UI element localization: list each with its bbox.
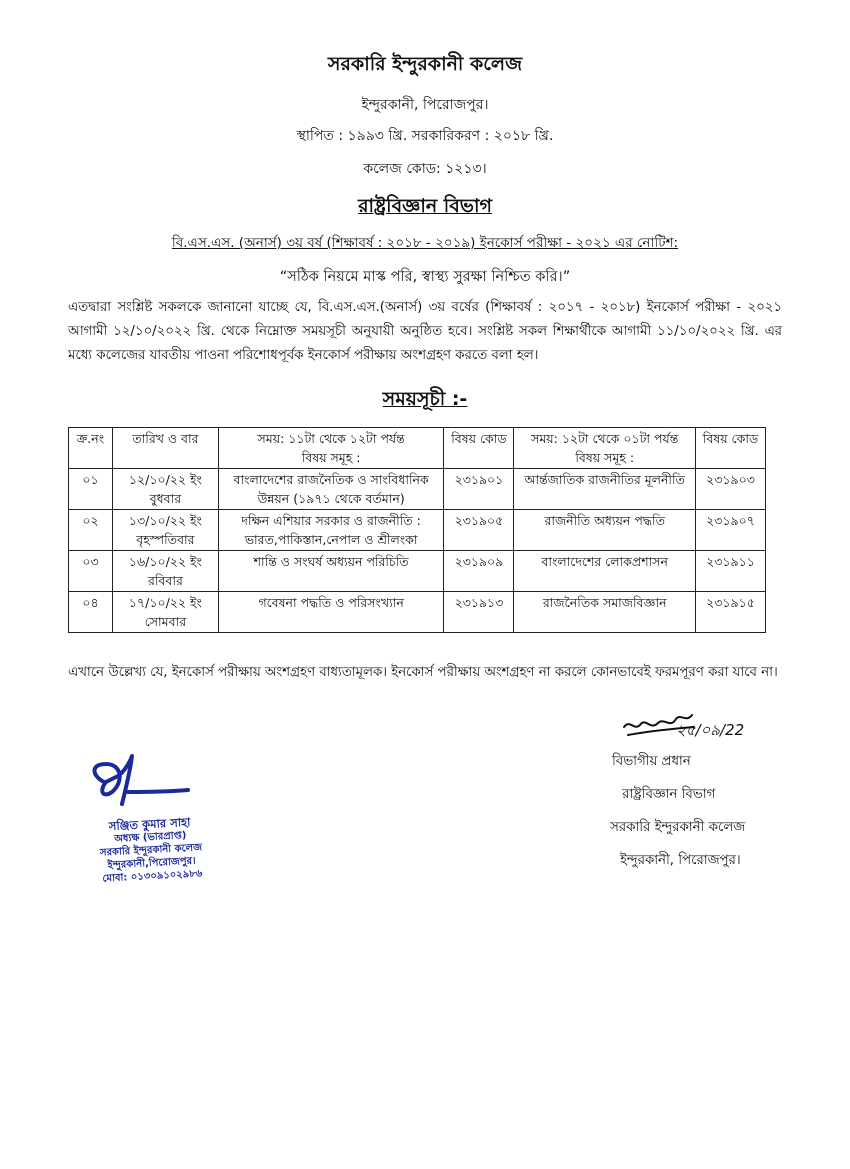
- notice-paragraph: এতদ্বারা সংশ্লিষ্ট সকলকে জানানো যাচ্ছে যে, বি.এস.এস.(অনার্স) ৩য় বর্ষের (শিক্ষাবর্ষ : ২০১৭ - ২০১৮) ইনকোর্স পরীক্ষা - ২০২১ আগামী ১২/১০/২০২২ খ্রি. থেকে নিম্নোক্ত সময়সূচী অনুযায়ী অনুষ্ঠিত হবে। সংশ্লিষ্ট সকল শিক্ষার্থীকে আগামী ১১/১০/২০২২ খ্রি. এর মধ্যে কলেজের যাবতীয় পাওনা পরিশোধপূর্বক ইনকোর্স পরীক্ষায় অংশগ্রহণ করতে বলা হল।: [68, 300, 782, 363]
- head-designation: বিভাগীয় প্রধান: [612, 754, 691, 769]
- cell-subject1: গবেষনা পদ্ধতি ও পরিসংখ্যান: [218, 592, 444, 633]
- cell-code1: ২৩১৯০৯: [444, 551, 514, 592]
- cell-serial: ০৩: [69, 551, 113, 592]
- cell-day: বুধবার: [149, 491, 182, 506]
- cell-date-day: [112, 551, 218, 592]
- header-code1: বিষয় কোড: [444, 428, 514, 469]
- cell-subject2: আর্ন্তজাতিক রাজনীতির মূলনীতি: [514, 469, 696, 510]
- cell-code2: ২৩১৯০৩: [696, 469, 766, 510]
- head-department: রাষ্ট্রবিজ্ঞান বিভাগ: [622, 787, 716, 802]
- cell-date: ১২/১০/২২ ইং: [128, 472, 202, 487]
- cell-subject1: দক্ষিন এশিয়ার সরকার ও রাজনীতি : ভারত,পাকিস্তান,নেপাল ও শ্রীলংকা: [218, 510, 444, 551]
- cell-code2: ২৩১৯১৫: [696, 592, 766, 633]
- cell-subject1: বাংলাদেশের রাজনৈতিক ও সাংবিধানিক উন্নয়ন (১৯৭১ থেকে বর্তমান): [218, 469, 444, 510]
- cell-serial: ০২: [69, 510, 113, 551]
- cell-code1: ২৩১৯০৫: [444, 510, 514, 551]
- cell-date: ১৭/১০/২২ ইং: [128, 595, 202, 610]
- cell-subject2: রাজনৈতিক সমাজবিজ্ঞান: [514, 592, 696, 633]
- schedule-title: সময়সূচী :-: [382, 388, 468, 410]
- mandatory-note: এখানে উল্লেখ্য যে, ইনকোর্স পরীক্ষায় অংশগ্রহণ বাধ্যতামূলক। ইনকোর্স পরীক্ষায় অংশগ্রহণ না করলে কোনভাবেই ফরমপূরণ করা যাবে না।: [68, 665, 778, 680]
- cell-serial: ০১: [69, 469, 113, 510]
- cell-code2: ২৩১৯০৭: [696, 510, 766, 551]
- cell-subject2: বাংলাদেশের লোকপ্রশাসন: [514, 551, 696, 592]
- college-name: সরকারি ইন্দুরকানী কলেজ: [327, 53, 523, 75]
- cell-day: সোমবার: [144, 614, 187, 629]
- schedule-heading: [0, 385, 850, 417]
- cell-subject1: শান্তি ও সংঘর্ষ অধ্যয়ন পরিচিতি: [218, 551, 444, 592]
- cell-date: ১৩/১০/২২ ইং: [128, 513, 202, 528]
- head-address: ইন্দুরকানী, পিরোজপুর।: [620, 853, 741, 868]
- seal-name: সঞ্জিত কুমার সাহা: [108, 814, 191, 834]
- schedule-table: [68, 427, 766, 633]
- header-slot2: [514, 428, 696, 469]
- college-code: কলেজ কোড: ১২১৩।: [363, 161, 487, 177]
- principal-seal: [64, 814, 237, 888]
- cell-day: বৃহস্পতিবার: [136, 532, 195, 547]
- cell-code1: ২৩১৯১৩: [444, 592, 514, 633]
- table-row: [69, 592, 766, 633]
- cell-subject2: রাজনীতি অধ্যয়ন পদ্ধতি: [514, 510, 696, 551]
- establishment-info: স্থাপিত : ১৯৯৩ খ্রি. সরকারিকরণ : ২০১৮ খ্রি.: [296, 128, 554, 144]
- header-slot1-time: সময়: ১১টা থেকে ১২টা পর্যন্ত: [257, 431, 405, 446]
- cell-date-day: [112, 469, 218, 510]
- seal-college: সরকারি ইন্দুরকানী কলেজ: [99, 842, 203, 859]
- slogan: “সঠিক নিয়মে মাস্ক পরি, স্বাস্থ্য সুরক্ষা নিশ্চিত করি।”: [279, 269, 571, 285]
- head-college: সরকারি ইন্দুরকানী কলেজ: [610, 820, 746, 835]
- table-row: [69, 469, 766, 510]
- cell-day: রবিবার: [147, 573, 183, 588]
- signature-date: ২৫/০৯/22: [676, 721, 745, 739]
- seal-mobile: মোবা: ০১৩০৯১০২৯৮৬: [102, 868, 203, 885]
- cell-date: ১৬/১০/২২ ইং: [128, 554, 202, 569]
- cell-date-day: [112, 592, 218, 633]
- principal-signature: [84, 752, 194, 810]
- cell-serial: ০৪: [69, 592, 113, 633]
- cell-code1: ২৩১৯০১: [444, 469, 514, 510]
- table-row: [69, 551, 766, 592]
- header-date-day: তারিখ ও বার: [112, 428, 218, 469]
- table-header-row: [69, 428, 766, 469]
- college-address: ইন্দুরকানী, পিরোজপুর।: [361, 97, 489, 113]
- header-slot2-subject: বিষয় সমূহ :: [575, 450, 635, 465]
- department-title: রাষ্ট্রবিজ্ঞান বিভাগ: [358, 195, 492, 217]
- seal-title: অধ্যক্ষ (ভারপ্রাপ্ত): [113, 830, 187, 845]
- header-slot2-time: সময়: ১২টা থেকে ০১টা পর্যন্ত: [531, 431, 679, 446]
- header-slot1: [218, 428, 444, 469]
- notice-title: বি.এস.এস. (অনার্স) ৩য় বর্ষ (শিক্ষাবর্ষ : ২০১৮ - ২০১৯) ইনকোর্স পরীক্ষা - ২০২১ এর নোটিশ:: [171, 235, 679, 251]
- header-code2: বিষয় কোড: [696, 428, 766, 469]
- header-slot1-subject: বিষয় সমূহ :: [301, 450, 361, 465]
- notice-title-line: [0, 232, 850, 255]
- header-serial: ক্র.নং: [69, 428, 113, 469]
- department-heading: [0, 192, 850, 224]
- cell-date-day: [112, 510, 218, 551]
- table-row: [69, 510, 766, 551]
- cell-code2: ২৩১৯১১: [696, 551, 766, 592]
- seal-address: ইন্দুরকানী,পিরোজপুর।: [107, 855, 196, 872]
- principal-signature-block: [66, 752, 236, 883]
